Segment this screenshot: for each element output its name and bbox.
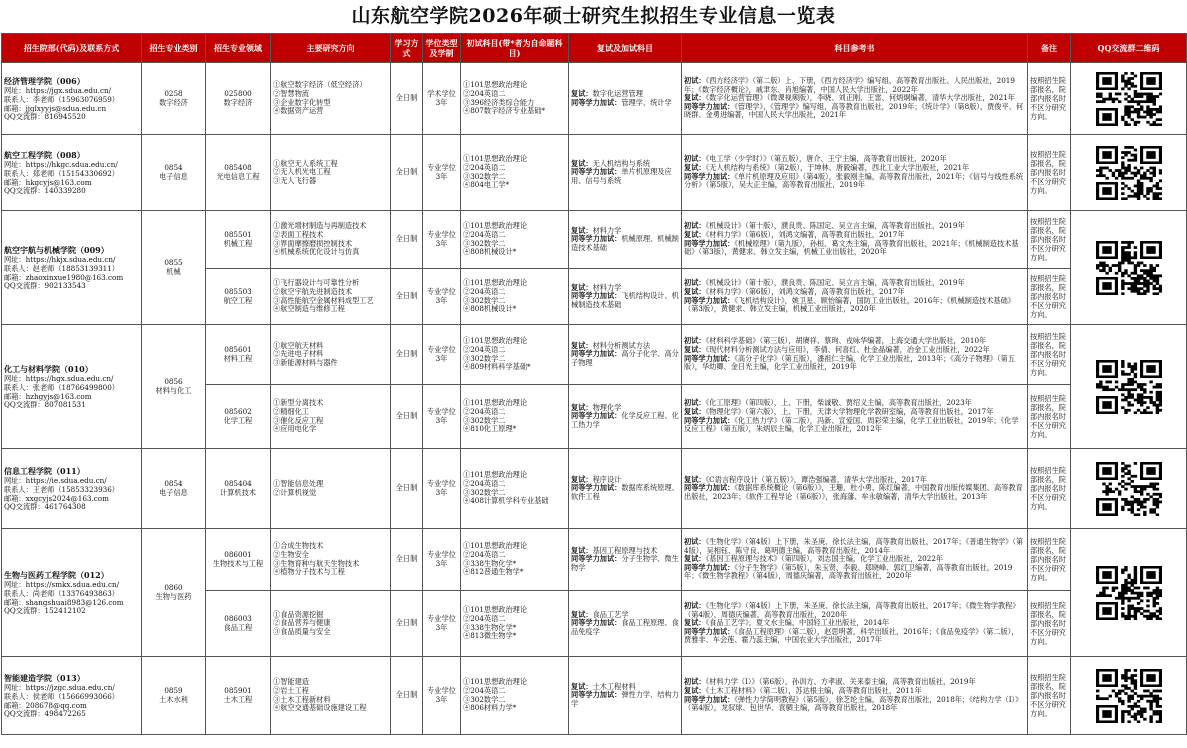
mode-cell: 全日制 xyxy=(391,591,423,657)
retest-line: 复试：物理化学 xyxy=(571,402,622,412)
retest-cell xyxy=(569,529,682,591)
contact-line: 联系人：李老师（15963076959） xyxy=(4,94,119,104)
retest-label: 复试： xyxy=(571,340,593,350)
category-cell: 0258 数字经济 xyxy=(142,63,206,135)
school-name: 航空工程学院（008） xyxy=(4,150,85,161)
category-cell: 0854 电子信息 xyxy=(142,135,206,211)
contact-line: 联系人：郑老师（15154330692） xyxy=(4,168,119,178)
note-cell: 按照招生院部报名，院部内报名时不区分研究方向。 xyxy=(1028,63,1071,135)
reference-label: 复试： xyxy=(684,286,706,296)
contact-line: 邮箱：zhaoxinxue1980@163.com xyxy=(4,272,124,282)
contact-line: QQ交流群：816945520 xyxy=(4,112,86,122)
retest-label: 复试： xyxy=(571,282,593,292)
retest-label: 复试： xyxy=(571,88,593,98)
category-cell: 0859 土木水利 xyxy=(142,657,206,735)
retest-cell xyxy=(569,211,682,269)
field-cell: 085408 光电信息工程 xyxy=(206,135,271,211)
qr-code-icon xyxy=(1073,462,1184,516)
reference-line: 初试：《电工学（少学时）》（第五版），唐介、王宁主编，高等教育出版社，2020年 xyxy=(684,154,947,164)
reference-cell xyxy=(682,211,1028,269)
equiv-line: 同等学力加试：分子生物学、微生物学 xyxy=(571,554,679,572)
contact-line: 邮箱：hzhgyjs@163.com xyxy=(4,391,92,401)
reference-line: 同等学力加试：《高分子化学》（第五版），潘祖仁主编，化学工业出版社，2013年；《高分子物理》（第五版），华幼卿、金日光主编，化学工业出版社，2019年 xyxy=(684,353,1015,372)
directions-cell: ①食品资源挖掘 ②食品营养与健康 ③食品质量与安全 xyxy=(271,591,391,657)
reference-line: 同等学力加试：《弹性力学简明教程》（第5版），徐芝纶主编，高等教育出版社，2018年；《结构力学（I）》（第4版），龙驭球、包世华、袁驷主编，高等教育出版社，2018年 xyxy=(684,694,1023,713)
mode-cell: 全日制 xyxy=(391,529,423,591)
contact-line: 邮箱：208678@qq.com xyxy=(4,700,87,710)
header-row xyxy=(2,34,1187,63)
reference-line: 同等学力加试：《化工热力学》（第二版），冯新、宣爱国、周彩荣主编，化学工业出版社，2019年；《化学反应工程》（第五版），朱炳辰主编，化学工业出版社，2012年 xyxy=(684,415,1019,434)
mode-cell: 全日制 xyxy=(391,449,423,529)
reference-cell xyxy=(682,325,1028,385)
exams-cell: ①101思想政治理论 ②204英语二 ③302数学二 ④804电工学* xyxy=(461,135,569,211)
equiv-label: 同等学力加试： xyxy=(571,97,622,107)
school-name: 经济管理学院（006） xyxy=(4,76,85,87)
reference-label: 初试： xyxy=(684,76,706,86)
reference-cell xyxy=(682,63,1028,135)
reference-line: 复试：《C语言程序设计（第五版）》，谭浩强编著，清华大学出版社，2017年 xyxy=(684,474,928,484)
exams-cell: ①101思想政治理论 ②204英语二 ③302数学二 ④809材料科学基础* xyxy=(461,325,569,385)
note-cell: 按照招生院部报名，院部内报名时不区分研究方向。 xyxy=(1028,211,1071,269)
contact-line: 邮箱：xxgcyjs2024@163.com xyxy=(4,493,109,503)
reference-label: 同等学力加试： xyxy=(684,295,735,305)
reference-label: 同等学力加试： xyxy=(684,101,735,111)
qr-code-cell xyxy=(1071,449,1187,529)
table-row xyxy=(2,211,1187,269)
table-row xyxy=(2,657,1187,735)
reference-label: 复试： xyxy=(684,474,706,484)
column-header: 学位类型及学制 xyxy=(423,34,461,63)
school-cell xyxy=(2,135,142,211)
reference-label: 同等学力加试： xyxy=(684,171,735,181)
reference-label: 初试： xyxy=(684,221,706,231)
equiv-line: 同等学力加试：飞机结构设计、机械制造技术基础 xyxy=(571,291,679,309)
qr-code-cell xyxy=(1071,325,1187,449)
reference-label: 初试： xyxy=(684,336,706,346)
degree-cell: 专业学位 3年 xyxy=(423,325,461,385)
reference-line: 复试：《食品工艺学》，夏文水主编，中国轻工业出版社，2014年 xyxy=(684,618,890,628)
qr-code-icon xyxy=(1073,669,1184,723)
reference-cell xyxy=(682,135,1028,211)
reference-label: 同等学力加试： xyxy=(684,415,735,425)
reference-line: 同等学力加试：《飞机结构设计》，姚卫星、顾怡编著，国防工业出版社，2016年；《机械制造技术基础》（第3版），黄健求、韩立发主编，机械工业出版社，2020年 xyxy=(684,295,1015,314)
retest-cell xyxy=(569,591,682,657)
table-row xyxy=(2,449,1187,529)
degree-cell: 专业学位 3年 xyxy=(423,591,461,657)
reference-label: 复试： xyxy=(684,618,706,628)
equiv-line: 同等学力加试：管理学、统计学 xyxy=(571,97,672,107)
reference-line: 同等学力加试：《管理学》，《管理学》编写组，高等教育出版社，2019年；《统计学》（第8版），贾俊平、何晓群、金勇进编著，中国人民大学出版社，2021年 xyxy=(684,101,1024,120)
note-cell: 按照招生院部报名，院部内报名时不区分研究方向。 xyxy=(1028,591,1071,657)
column-header: 学习方式 xyxy=(391,34,423,63)
retest-label: 复试： xyxy=(571,609,593,619)
reference-label: 复试： xyxy=(684,344,706,354)
reference-label: 复试： xyxy=(684,685,706,695)
directions-cell: ①新型分离技术 ②精细化工 ③催化反应工程 ④应用电化学 xyxy=(271,385,391,449)
retest-line: 复试：材料力学 xyxy=(571,225,622,235)
qr-code-icon xyxy=(1073,566,1184,620)
exams-cell: ①101思想政治理论 ②204英语二 ③302数学二 ④806材料力学* xyxy=(461,657,569,735)
qr-code-icon xyxy=(1073,72,1184,126)
category-cell: 0856 材料与化工 xyxy=(142,325,206,449)
equiv-label: 同等学力加试： xyxy=(571,167,622,177)
contact-line: 网址：https://hgx.sdua.edu.cn/ xyxy=(4,374,114,384)
table-row xyxy=(2,135,1187,211)
field-cell: 085404 计算机技术 xyxy=(206,449,271,529)
equiv-label: 同等学力加试： xyxy=(571,234,622,244)
reference-cell xyxy=(682,529,1028,591)
contact-line: QQ交流群：461764308 xyxy=(4,502,86,512)
reference-label: 初试： xyxy=(684,601,706,611)
field-cell: 085602 化学工程 xyxy=(206,385,271,449)
reference-line: 同等学力加试：《数据库系统概论（第6版）》，王珊、杜小勇、陈红编著，中国教育出版传媒集团、高等教育出版社，2023年；《软件工程导论（第6版）》，张海藩、牟永敏编著，清华大学出版社，2013年 xyxy=(684,483,1023,501)
qr-code-cell xyxy=(1071,63,1187,135)
school-name: 生物与医药工程学院（012） xyxy=(4,570,109,581)
directions-cell: ①航空数字经济（低空经济） ②智慧物流 ③企业数字化转型 ④数据资产运营 xyxy=(271,63,391,135)
qr-code-cell xyxy=(1071,657,1187,735)
reference-line: 复试：《无人机结构与系统》（第2版），于坤林、唐毅编著，西北工业大学出版社，2021年 xyxy=(684,162,970,172)
contact-line: 网址：https://jzgc.sdua.edu.cn/ xyxy=(4,683,115,693)
reference-line: 复试：《数字化运营管理》（微课视频版），李晓、刘正刚、王雷、何炳炯编著，清华大学出版社，2021年 xyxy=(684,93,1015,103)
page-title: 山东航空学院2026年硕士研究生拟招生专业信息一览表 xyxy=(351,5,836,27)
exams-cell: ①101思想政治理论 ②204英语二 ③338生物化学* ④813微生物学* xyxy=(461,591,569,657)
reference-line: 复试：《材料力学》（第6版），刘鸿文编著，高等教育出版社，2017年 xyxy=(684,229,905,239)
contact-line: 网址：https://hkjx.sdua.edu.cn/ xyxy=(4,255,116,265)
mode-cell: 全日制 xyxy=(391,135,423,211)
column-header: 科目参考书 xyxy=(682,34,1028,63)
contact-line: QQ交流群：807081531 xyxy=(4,400,86,410)
retest-label: 复试： xyxy=(571,402,593,412)
directions-cell: ①飞行器设计与可靠性分析 ②航空宇航先进制造技术 ③高性能航空金属材料成型工艺 ④航空制造与维修工程 xyxy=(271,269,391,325)
note-cell: 按照招生院部报名，院部内报名时不区分研究方向。 xyxy=(1028,529,1071,591)
directions-cell: ①航空无人系统工程 ②无人机光电工程 ③无人飞行器 xyxy=(271,135,391,211)
field-cell: 085501 机械工程 xyxy=(206,211,271,269)
exams-cell: ①101思想政治理论 ②204英语二 ③302数学二 ④408计算机学科专业基础 xyxy=(461,449,569,529)
note-cell: 按照招生院部报名，院部内报名时不区分研究方向。 xyxy=(1028,449,1071,529)
retest-line: 复试：程序设计 xyxy=(571,474,622,484)
contact-line: 邮箱：jjglxyyjs@sdua.edu.cn xyxy=(4,103,107,113)
qr-code-cell xyxy=(1071,135,1187,211)
contact-line: 邮箱：hkgcyjs@163.com xyxy=(4,177,92,187)
retest-line: 复试：材料分析测试方法 xyxy=(571,340,651,350)
reference-label: 同等学力加试： xyxy=(684,353,735,363)
school-name: 信息工程学院（011） xyxy=(4,466,85,477)
degree-cell: 专业学位 3年 xyxy=(423,385,461,449)
reference-line: 复试：《基因工程原理与技术》（第四版），刘志国主编，化学工业出版社，2022年 xyxy=(684,554,944,564)
enrollment-table xyxy=(1,33,1187,735)
reference-label: 复试： xyxy=(684,162,706,172)
retest-line: 复试：食品工艺学 xyxy=(571,609,629,619)
directions-cell: ①合成生物技术 ②生物安全 ③生物育种与航天生物技术 ④植物分子技术与工程 xyxy=(271,529,391,591)
degree-cell: 专业学位 3年 xyxy=(423,449,461,529)
category-cell: 0855 机械 xyxy=(142,211,206,325)
mode-cell: 全日制 xyxy=(391,63,423,135)
school-cell xyxy=(2,63,142,135)
school-cell xyxy=(2,657,142,735)
equiv-label: 同等学力加试： xyxy=(571,554,622,564)
qr-code-icon xyxy=(1073,241,1184,295)
contact-line: 联系人：尚老师（13376493863） xyxy=(4,588,119,598)
contact-line: 邮箱：shangshuai8983@126.com xyxy=(4,597,124,607)
reference-label: 同等学力加试： xyxy=(684,483,735,493)
directions-cell: ①智能建造 ②岩土工程 ③土木工程新材料 ④航空交通基础设施建设工程 xyxy=(271,657,391,735)
retest-line: 复试：数字化运营管理 xyxy=(571,88,643,98)
reference-label: 复试： xyxy=(684,93,706,103)
contact-line: 联系人：张老师（18766499800） xyxy=(4,382,119,392)
equiv-label: 同等学力加试： xyxy=(571,483,622,493)
contact-line: QQ交流群：140339280 xyxy=(4,186,86,196)
retest-line: 复试：无人机结构与系统 xyxy=(571,158,651,168)
equiv-label: 同等学力加试： xyxy=(571,618,622,628)
reference-line: 同等学力加试：《食品工程原理》（第二版），赵思明著，科学出版社，2016年；《食品免疫学》（第二版），贾雅非、车会莲、霍乃蕊主编，中国农业大学出版社，2017年 xyxy=(684,626,1019,645)
exams-cell: ①101思想政治理论 ②204英语二 ③338生物化学* ④812普通生物学* xyxy=(461,529,569,591)
degree-cell: 专业学位 3年 xyxy=(423,657,461,735)
equiv-line: 同等学力加试：化学反应工程、化工热力学 xyxy=(571,411,679,429)
table-body xyxy=(2,63,1187,735)
reference-line: 初试：《材料科学基础》（第三版），胡赓祥、蔡珣、戎咏华编著，上海交通大学出版社，2010年 xyxy=(684,336,987,346)
reference-line: 初试：《机械设计》（第十版），濮良贵、陈国定、吴立言主编，高等教育出版社，2019年 xyxy=(684,278,965,288)
directions-cell: ①航空航天材料 ②先进电子材料 ③新能源材料与器件 xyxy=(271,325,391,385)
equiv-label: 同等学力加试： xyxy=(571,349,622,359)
contact-line: 网址：https://ie.sdua.edu.cn/ xyxy=(4,476,107,486)
field-cell: 085503 航空工程 xyxy=(206,269,271,325)
note-cell: 按照招生院部报名，院部内报名时不区分研究方向。 xyxy=(1028,385,1071,449)
equiv-line: 同等学力加试：高分子化学、高分子物理 xyxy=(571,349,679,367)
note-cell: 按照招生院部报名，院部内报名时不区分研究方向。 xyxy=(1028,325,1071,385)
reference-line: 复试：《土木工程材料》（第二版），苏达根主编，高等教育出版社，2011年 xyxy=(684,685,922,695)
equiv-label: 同等学力加试： xyxy=(571,411,622,421)
qr-code-icon xyxy=(1073,146,1184,200)
retest-line: 复试：材料力学 xyxy=(571,282,622,292)
reference-label: 初试： xyxy=(684,154,706,164)
degree-cell: 专业学位 3年 xyxy=(423,269,461,325)
degree-cell: 专业学位 3年 xyxy=(423,135,461,211)
reference-label: 初试： xyxy=(684,677,706,687)
retest-line: 复试：土木工程材料 xyxy=(571,681,636,691)
school-cell xyxy=(2,211,142,325)
equiv-line: 同等学力加试：数据库系统原理、软件工程 xyxy=(571,483,679,501)
degree-cell: 专业学位 3年 xyxy=(423,529,461,591)
column-header: 招生专业领域 xyxy=(206,34,271,63)
retest-label: 复试： xyxy=(571,158,593,168)
retest-line: 复试：基因工程原理与技术 xyxy=(571,545,658,555)
equiv-line: 同等学力加试：弹性力学、结构力学 xyxy=(571,690,679,708)
column-header: 招生院部(代码)及联系方式 xyxy=(2,34,142,63)
equiv-line: 同等学力加试：机械原理、机械制造技术基础 xyxy=(571,234,679,252)
reference-label: 初试： xyxy=(684,398,706,408)
equiv-line: 同等学力加试：食品工程原理、食品免疫学 xyxy=(571,618,679,636)
field-cell: 086003 食品工程 xyxy=(206,591,271,657)
school-name: 智能建造学院（013） xyxy=(4,673,85,684)
contact-line: 联系人：侯老师（15666993066） xyxy=(4,691,119,701)
contact-line: 联系人：王老师（15853323936） xyxy=(4,484,119,494)
equiv-label: 同等学力加试： xyxy=(571,690,622,700)
mode-cell: 全日制 xyxy=(391,657,423,735)
contact-line: QQ交流群：152412102 xyxy=(4,606,86,616)
reference-cell xyxy=(682,385,1028,449)
reference-line: 复试：《材料力学》（第6版），刘鸿文编著，高等教育出版社，2017年 xyxy=(684,286,905,296)
column-header: 招生专业类别 xyxy=(142,34,206,63)
field-cell: 025800 数字经济 xyxy=(206,63,271,135)
note-cell: 按照招生院部报名，院部内报名时不区分研究方向。 xyxy=(1028,135,1071,211)
retest-cell xyxy=(569,325,682,385)
reference-line: 初试：《化工原理》（第四版），上、下册，柴诚敬、贾绍义主编，高等教育出版社，2023年 xyxy=(684,398,972,408)
reference-line: 初试：《材料力学（I）》（第6版），孙训方、方孝淑、关来泰主编，高等教育出版社，2019年 xyxy=(684,677,976,687)
reference-label: 同等学力加试： xyxy=(684,626,735,636)
reference-cell xyxy=(682,657,1028,735)
contact-line: QQ交流群：902133543 xyxy=(4,281,86,291)
exams-cell: ①101思想政治理论 ②204英语二 ③302数学二 ④808机械设计* xyxy=(461,269,569,325)
reference-line: 同等学力加试：《机械原理》（第九版），孙桓、葛文杰主编，高等教育出版社，2021年；《机械制造技术基础》（第3版），黄健求、韩立发主编，机械工业出版社，2020年 xyxy=(684,238,1019,257)
mode-cell: 全日制 xyxy=(391,269,423,325)
school-name: 航空宇航与机械学院（009） xyxy=(4,245,109,256)
table-row xyxy=(2,529,1187,591)
retest-label: 复试： xyxy=(571,545,593,555)
reference-line: 复试：《现代材料分析测试方法与应用》，李倩、何喜红、杜金晶编著，冶金工业出版社，2022年 xyxy=(684,344,990,354)
field-cell: 085601 材料工程 xyxy=(206,325,271,385)
school-cell xyxy=(2,449,142,529)
reference-label: 同等学力加试： xyxy=(684,694,735,704)
degree-cell: 专业学位 3年 xyxy=(423,211,461,269)
retest-cell xyxy=(569,657,682,735)
reference-line: 复试：《物理化学》（第六版），上、下册，天津大学物理化学教研室编，高等教育出版社，2017年 xyxy=(684,406,994,416)
mode-cell: 全日制 xyxy=(391,385,423,449)
retest-cell xyxy=(569,135,682,211)
contact-line: 网址：https://hkgc.sdua.edu.cn/ xyxy=(4,160,118,170)
category-cell: 0860 生物与医药 xyxy=(142,529,206,657)
reference-label: 同等学力加试： xyxy=(684,562,735,572)
exams-cell: ①101思想政治理论 ②204英语二 ③396经济类综合能力 ④807数字经济专业基础* xyxy=(461,63,569,135)
retest-label: 复试： xyxy=(571,474,593,484)
reference-label: 同等学力加试： xyxy=(684,238,735,248)
reference-label: 复试： xyxy=(684,554,706,564)
equiv-label: 同等学力加试： xyxy=(571,291,622,301)
mode-cell: 全日制 xyxy=(391,211,423,269)
column-header: 初试科目(带*者为自命题科目) xyxy=(461,34,569,63)
qr-code-cell xyxy=(1071,529,1187,657)
directions-cell: ①智能信息处理 ②计算机视觉 xyxy=(271,449,391,529)
retest-cell xyxy=(569,385,682,449)
note-cell: 按照招生院部报名，院部内报名时不区分研究方向。 xyxy=(1028,269,1071,325)
retest-cell xyxy=(569,63,682,135)
reference-label: 复试： xyxy=(684,229,706,239)
reference-cell xyxy=(682,449,1028,529)
retest-cell xyxy=(569,269,682,325)
qr-code-icon xyxy=(1073,360,1184,414)
exams-cell: ①101思想政治理论 ②204英语二 ③302数学二 ④810化工原理* xyxy=(461,385,569,449)
category-cell: 0854 电子信息 xyxy=(142,449,206,529)
school-name: 化工与材料学院（010） xyxy=(4,364,93,375)
retest-cell xyxy=(569,449,682,529)
reference-line: 初试：《生物化学》（第4版）上下册，朱圣庚、徐长法主编，高等教育出版社，2017年；《微生物学教程》（第4版），周德庆编著，高等教育出版社，2020年 xyxy=(684,601,1020,619)
reference-line: 初试：《西方经济学》（第二版）上、下册，《西方经济学》编写组，高等教育出版社、人民出版社，2019年；《数字经济概论》，戚聿东、肖旭编著，中国人民大学出版社，2022年 xyxy=(684,76,1015,94)
qr-code-cell xyxy=(1071,211,1187,325)
school-cell xyxy=(2,529,142,657)
table-row xyxy=(2,325,1187,385)
field-cell: 086001 生物技术与工程 xyxy=(206,529,271,591)
degree-cell: 学术学位 3年 xyxy=(423,63,461,135)
column-header: QQ交流群二维码 xyxy=(1071,34,1187,63)
retest-label: 复试： xyxy=(571,681,593,691)
reference-line: 同等学力加试：《单片机原理及应用》（第4版），张毅刚主编，高等教育出版社，2021年；《信号与线性系统分析》（第5版），吴大正主编，高等教育出版社，2019年 xyxy=(684,171,1024,190)
note-cell: 按照招生院部报名，院部内报名时不区分研究方向。 xyxy=(1028,657,1071,735)
column-header: 复试及加试科目 xyxy=(569,34,682,63)
equiv-line: 同等学力加试：单片机原理及应用、信号与系统 xyxy=(571,167,672,185)
contact-line: 联系人：赵老师（18853139311） xyxy=(4,263,119,273)
contact-line: QQ交流群：498472265 xyxy=(4,709,86,719)
exams-cell: ①101思想政治理论 ②204英语二 ③302数学二 ④808机械设计* xyxy=(461,211,569,269)
reference-line: 初试：《机械设计》（第十版），濮良贵、陈国定、吴立言主编，高等教育出版社，2019年 xyxy=(684,221,965,231)
column-header: 备注 xyxy=(1028,34,1071,63)
field-cell: 085901 土木工程 xyxy=(206,657,271,735)
reference-label: 初试： xyxy=(684,278,706,288)
reference-line: 同等学力加试：《分子生物学》（第5版），朱玉贤、李毅、郑晓峰、郭红卫编著，高等教育出版社，2019年；《微生物学教程》（第4版），周德庆编著，高等教育出版社，2020年 xyxy=(684,562,1013,581)
contact-line: 网址：https://smkx.sdua.edu.cn/ xyxy=(4,580,120,590)
reference-cell xyxy=(682,269,1028,325)
mode-cell: 全日制 xyxy=(391,325,423,385)
school-cell xyxy=(2,325,142,449)
contact-line: 网址：https://jgx.sdua.edu.cn/ xyxy=(4,86,112,96)
reference-cell xyxy=(682,591,1028,657)
directions-cell: ①激光增材制造与再制造技术 ②表面工程技术 ③界面摩擦磨损控制技术 ④机械系统优化设计与仿真 xyxy=(271,211,391,269)
table-row xyxy=(2,63,1187,135)
column-header: 主要研究方向 xyxy=(271,34,391,63)
reference-label: 复试： xyxy=(684,406,706,416)
retest-label: 复试： xyxy=(571,225,593,235)
reference-label: 初试： xyxy=(684,537,706,547)
reference-line: 初试：《生物化学》（第4版）上下册，朱圣庚、徐长法主编，高等教育出版社，2017年；《普通生物学》（第4版），吴相钰、陈守良、葛明德主编，高等教育出版社，2014年 xyxy=(684,537,1024,555)
